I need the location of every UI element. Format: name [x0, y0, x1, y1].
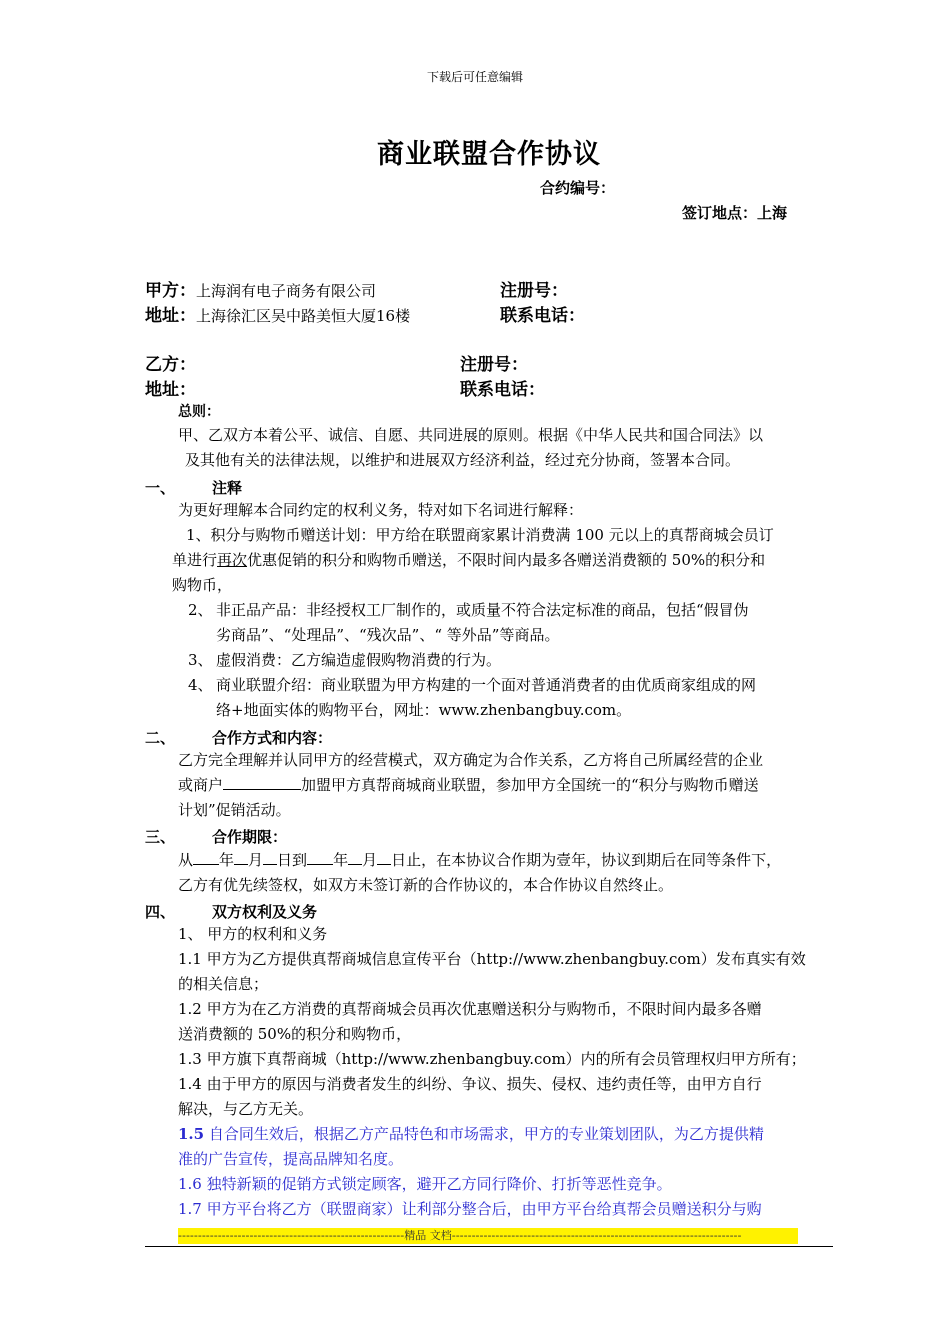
- section-1-title: 注释: [212, 479, 243, 497]
- header-note: 下载后可任意编辑: [426, 70, 523, 84]
- section-2-line-3: 计划”促销活动。: [178, 801, 291, 819]
- definition-3-number: 3、: [188, 651, 213, 669]
- section-3-line-1: [178, 848, 781, 873]
- clause-1-4-line-2: 解决，与乙方无关。: [178, 1100, 314, 1118]
- day-to-text: 日到: [277, 851, 308, 869]
- party-a-reg-label: 注册号：: [500, 281, 568, 301]
- general-line-2: 及其他有关的法律法规，以维护和进展双方经济利益，经过充分协商，签署本合同。: [185, 451, 741, 469]
- party-a-row: [145, 276, 376, 301]
- start-month-blank: [234, 848, 248, 865]
- definition-1-line-2-post: 优惠促销的积分和购物币赠送，不限时间内最多各赠送消费额的 50%的积分和: [247, 551, 766, 569]
- party-a-address-row: [145, 301, 410, 326]
- merchant-blank: [223, 773, 301, 790]
- end-year-blank: [307, 848, 333, 865]
- section-4-title: 双方权利及义务: [212, 903, 318, 921]
- party-a-address-label: 地址：: [145, 306, 196, 326]
- clause-1-6-line-1: 1.6 独特新颖的促销方式锁定顾客，避开乙方同行降价、打折等恶性竞争。: [178, 1175, 672, 1193]
- clause-1-4-line-1: 1.4 由于甲方的原因与消费者发生的纠纷、争议、损失、侵权、违约责任等，由甲方自行: [178, 1075, 762, 1093]
- definition-4-line-1: 商业联盟介绍：商业联盟为甲方构建的一个面对普通消费者的由优质商家组成的网: [216, 676, 757, 694]
- section-1-intro: 为更好理解本合同约定的权利义务，特对如下名词进行解释：: [178, 501, 584, 519]
- contract-number-label: 合约编号：: [540, 179, 616, 197]
- end-day-blank: [377, 848, 391, 865]
- definition-4-line-2: 络+地面实体的购物平台，网址：www.zhenbangbuy.com。: [216, 701, 632, 719]
- section-4-number: 四、: [145, 903, 176, 921]
- definition-1-line-2-pre: 单进行: [172, 551, 218, 569]
- definition-1-line-1: 1、积分与购物币赠送计划：甲方给在联盟商家累计消费满 100 元以上的真帮商城会员订: [186, 526, 774, 544]
- definition-4-number: 4、: [188, 676, 213, 694]
- section-2-line-2-pre: 或商户: [178, 776, 224, 794]
- clause-1-5-line-1: [178, 1122, 764, 1147]
- section-3-number: 三、: [145, 828, 176, 846]
- footer-banner: ---------------------------------------------------------精品 文档-------------------------------------------------------------------------: [178, 1228, 798, 1244]
- party-a-phone-label: 联系电话：: [500, 306, 585, 326]
- party-a-rights-heading: 1、 甲方的权利和义务: [178, 925, 328, 943]
- end-month-blank: [348, 848, 362, 865]
- definition-3-line-1: 虚假消费：乙方编造虚假购物消费的行为。: [216, 651, 502, 669]
- party-b-phone-label: 联系电话：: [460, 380, 545, 400]
- party-b-reg-label: 注册号：: [460, 355, 528, 375]
- section-2-line-1: 乙方完全理解并认同甲方的经营模式，双方确定为合作关系，乙方将自己所属经营的企业: [178, 751, 764, 769]
- start-day-blank: [263, 848, 277, 865]
- party-a-address: 上海徐汇区吴中路美恒大厦16楼: [196, 307, 411, 325]
- footer-rule: [145, 1246, 833, 1247]
- clause-1-7-line-1: 1.7 甲方平台将乙方（联盟商家）让利部分整合后，由甲方平台给真帮会员赠送积分与购: [178, 1200, 762, 1218]
- section-3-title: 合作期限：: [212, 828, 288, 846]
- clause-1-3-line-1: 1.3 甲方旗下真帮商城（http://www.zhenbangbuy.com）内的所有会员管理权归甲方所有；: [178, 1050, 806, 1068]
- clause-1-5-number: 1.5: [178, 1125, 205, 1143]
- definition-2-number: 2、: [188, 601, 213, 619]
- from-text: 从: [178, 851, 194, 869]
- sign-place-label: 签订地点：上海: [682, 204, 788, 222]
- day-end-text: 日止，在本协议合作期为壹年，协议到期后在同等条件下，: [391, 851, 782, 869]
- year-text-2: 年: [333, 851, 349, 869]
- year-text: 年: [219, 851, 235, 869]
- section-2-title: 合作方式和内容：: [212, 729, 333, 747]
- section-2-number: 二、: [145, 729, 176, 747]
- month-text-2: 月: [362, 851, 378, 869]
- clause-1-5-text: 自合同生效后，根据乙方产品特色和市场需求，甲方的专业策划团队，为乙方提供精: [204, 1125, 764, 1143]
- general-line-1: 甲、乙双方本着公平、诚信、自愿、共同进展的原则。根据《中华人民共和国合同法》以: [178, 426, 764, 444]
- clause-1-1-line-2: 的相关信息；: [178, 975, 269, 993]
- party-b-address-label: 地址：: [145, 380, 196, 400]
- definition-1-line-2: [172, 548, 765, 573]
- party-a-label: 甲方：: [145, 281, 196, 301]
- section-1-number: 一、: [145, 479, 176, 497]
- section-3-line-2: 乙方有优先续签权，如双方未签订新的合作协议的，本合作协议自然终止。: [178, 876, 674, 894]
- clause-1-5-line-2: 准的广告宣传，提高品牌知名度。: [178, 1150, 404, 1168]
- clause-1-2-line-2: 送消费额的 50%的积分和购物币，: [178, 1025, 412, 1043]
- party-a-name: 上海润有电子商务有限公司: [196, 282, 377, 300]
- start-year-blank: [193, 848, 219, 865]
- party-b-label: 乙方：: [145, 355, 196, 375]
- clause-1-2-line-1: 1.2 甲方为在乙方消费的真帮商城会员再次优惠赠送积分与购物币，不限时间内最多各赠: [178, 1000, 762, 1018]
- general-heading: 总则：: [178, 404, 220, 420]
- clause-1-1-line-1: 1.1 甲方为乙方提供真帮商城信息宣传平台（http://www.zhenbangbuy.com）发布真实有效: [178, 950, 806, 968]
- document-title: 商业联盟合作协议: [377, 139, 601, 170]
- definition-2-line-1: 非正品产品：非经授权工厂制作的，或质量不符合法定标准的商品，包括“假冒伪: [216, 601, 749, 619]
- section-2-line-2: [178, 773, 759, 798]
- definition-1-underlined: 再次: [217, 551, 248, 569]
- definition-2-line-2: 劣商品”、“处理品”、“残次品”、“ 等外品”等商品。: [216, 626, 560, 644]
- section-2-line-2-post: 加盟甲方真帮商城商业联盟，参加甲方全国统一的“积分与购物币赠送: [301, 776, 759, 794]
- definition-1-line-3: 购物币，: [172, 576, 233, 594]
- month-text: 月: [248, 851, 264, 869]
